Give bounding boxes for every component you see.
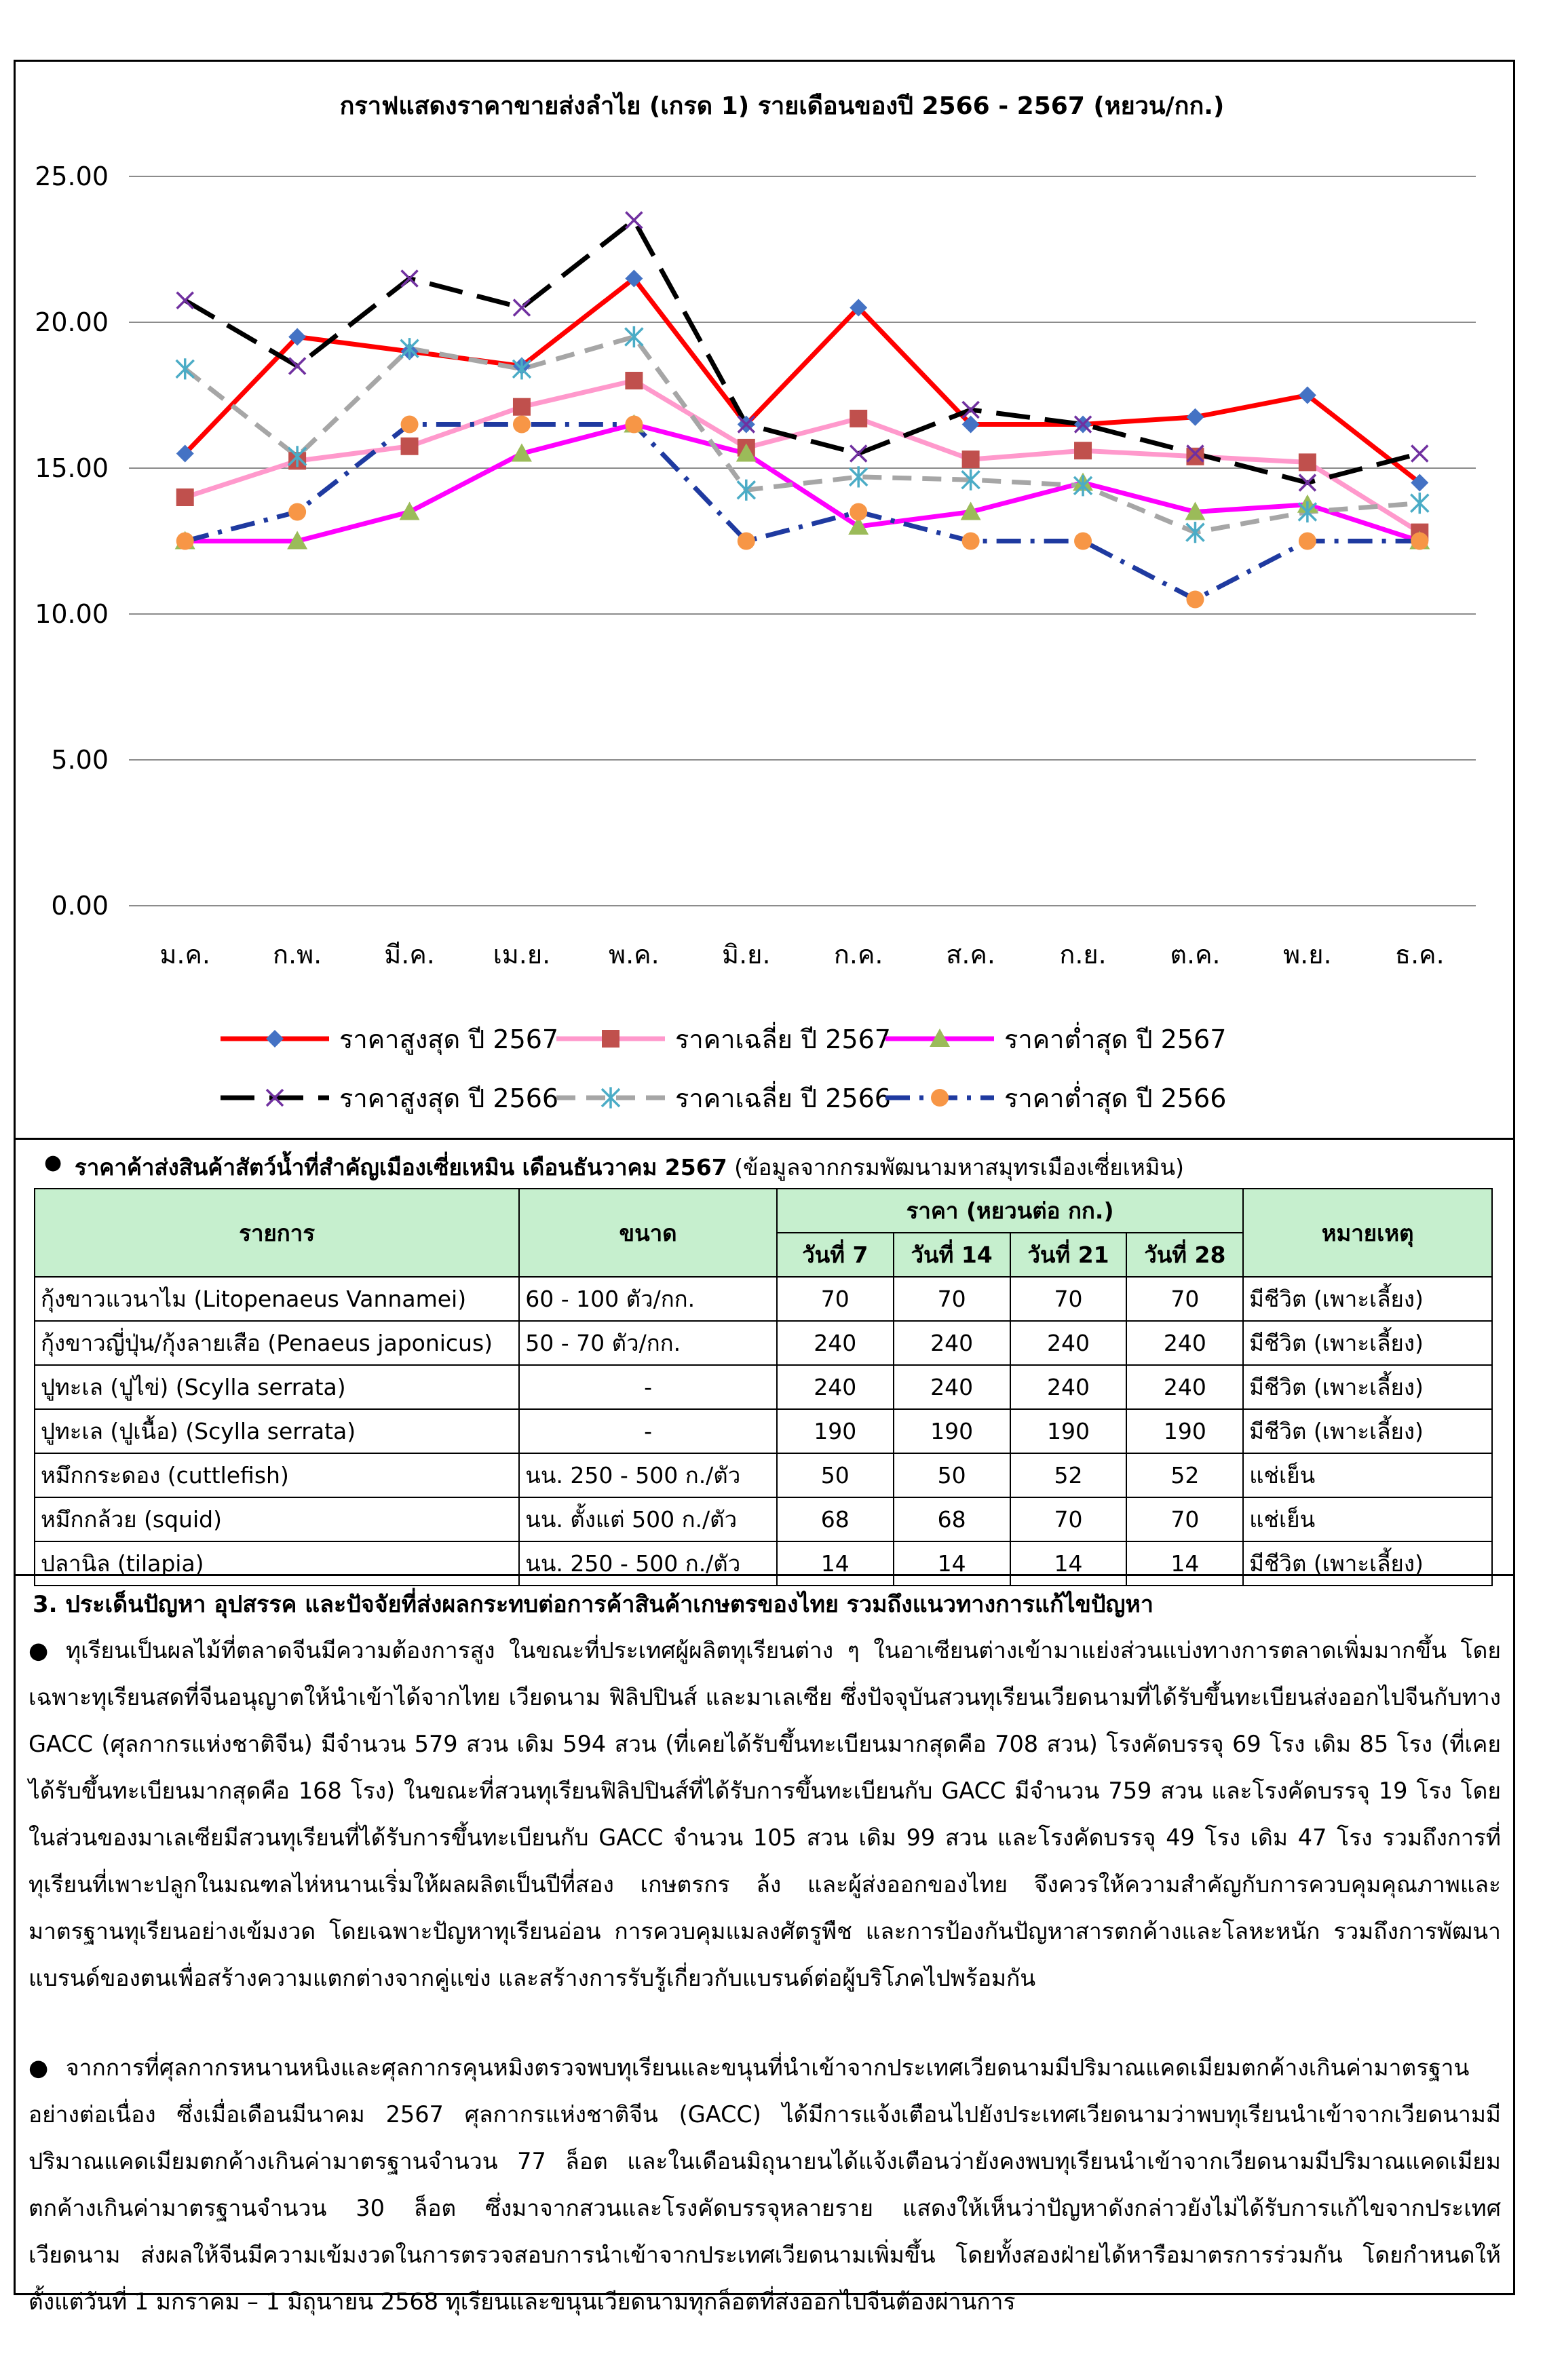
data-point-x: [1411, 446, 1428, 462]
x-tick-label: ก.ค.: [833, 940, 883, 970]
x-tick-label: เม.ย.: [493, 940, 551, 970]
data-point-circle: [1186, 591, 1204, 609]
header-day: วันที่ 7: [777, 1233, 894, 1277]
market-heading-note: (ข้อมูลจากกรมพัฒนามหาสมุทรเมืองเซี่ยเหมิน): [727, 1154, 1184, 1181]
table-row: [35, 1497, 1492, 1541]
cell-size: นน. ตั้งแต่ 500 ก./ตัว: [519, 1497, 777, 1541]
cell-item: ปูทะเล (ปูไข่) (Scylla serrata): [35, 1365, 519, 1409]
data-point-square: [625, 372, 643, 389]
header-size: ขนาด: [519, 1189, 777, 1277]
x-tick-label: มิ.ย.: [722, 940, 771, 970]
cell-size: นน. 250 - 500 ก./ตัว: [519, 1453, 777, 1497]
data-point-star: [176, 358, 194, 379]
y-tick-label: 0.00: [51, 891, 109, 921]
series-line: [185, 220, 1420, 483]
cell-note: มีชีวิต (เพาะเลี้ยง): [1243, 1277, 1492, 1321]
cell-price: 52: [1010, 1453, 1127, 1497]
cell-price: 190: [1126, 1409, 1243, 1453]
bullet-icon: ●: [28, 2054, 49, 2081]
line-chart: [14, 60, 1515, 1140]
cell-price: 240: [1010, 1321, 1127, 1365]
data-point-circle: [931, 1089, 949, 1107]
data-point-square: [513, 398, 531, 416]
data-point-circle: [1299, 533, 1316, 550]
header-day: วันที่ 14: [894, 1233, 1010, 1277]
cell-price: 14: [777, 1541, 894, 1586]
data-point-x: [177, 292, 193, 309]
data-point-circle: [850, 503, 867, 521]
data-point-square: [1074, 442, 1092, 459]
cell-price: 70: [1126, 1277, 1243, 1321]
data-point-diamond: [1186, 408, 1204, 426]
cell-price: 240: [1126, 1321, 1243, 1365]
cell-price: 240: [894, 1365, 1010, 1409]
data-point-square: [176, 488, 194, 506]
cell-note: มีชีวิต (เพาะเลี้ยง): [1243, 1365, 1492, 1409]
cell-size: 50 - 70 ตัว/กก.: [519, 1321, 777, 1365]
cell-price: 14: [894, 1541, 1010, 1586]
y-tick-label: 20.00: [35, 307, 109, 337]
data-point-star: [1411, 493, 1428, 514]
cell-note: มีชีวิต (เพาะเลี้ยง): [1243, 1409, 1492, 1453]
cell-size: นน. 250 - 500 ก./ตัว: [519, 1541, 777, 1586]
cell-item: หมึกกระดอง (cuttlefish): [35, 1453, 519, 1497]
chart-container: [14, 60, 1515, 1140]
bullet-icon: ●: [44, 1151, 62, 1174]
x-tick-label: มี.ค.: [384, 940, 435, 970]
paragraph-text: จากการที่ศุลกากรหนานหนิงและศุลกากรคุนหมิงตรวจพบทุเรียนและขนุนที่นำเข้าจากประเทศเวียดนามมีปริมาณแคดเมียมตกค้างเกินค่ามาตรฐานอย่างต่อเนื่อง ซึ่งเมื่อเดือนมีนาคม 2567 ศุลกากรแห่งชาติจีน (GACC) ได้มีการแจ้งเตือนไปยังประเทศเวียดนามว่าพบทุเรียนนำเข้าจากเวียดนามมีปริมาณแคดเมียมตกค้างเกินค่ามาตรฐานจำนวน 77 ล็อต และในเดือนมิถุนายนได้แจ้งเตือนว่ายังคงพบทุเรียนนำเข้าจากเวียดนามมีปริมาณแคดเมียมตกค้างเกินค่ามาตรฐานจำนวน 30 ล็อต ซึ่งมาจากสวนและโรงคัดบรรจุหลายราย แสดงให้เห็นว่าปัญหาดังกล่าวยังไม่ได้รับการแก้ไขจากประเทศเวียดนาม ส่งผลให้จีนมีความเข้มงวดในการตรวจสอบการนำเข้าจากประเทศเวียดนามเพิ่มขึ้น โดยทั้งสองฝ่ายได้หารือมาตรการร่วมกัน โดยกำหนดให้ตั้งแต่วันที่ 1 มกราคม – 1 มิถุนายน 2568 ทุเรียนและขนุนเวียดนามทุกล็อตที่ส่งออกไปจีนต้องผ่านการ: [28, 2054, 1501, 2315]
cell-size: -: [519, 1365, 777, 1409]
cell-item: ปลานิล (tilapia): [35, 1541, 519, 1586]
data-point-circle: [401, 416, 419, 434]
header-note: หมายเหตุ: [1243, 1189, 1492, 1277]
cell-price: 70: [1010, 1497, 1127, 1541]
x-tick-label: ส.ค.: [946, 940, 996, 970]
table-row: [35, 1453, 1492, 1497]
data-point-circle: [738, 533, 755, 550]
y-tick-label: 15.00: [35, 453, 109, 483]
cell-item: กุ้งขาวแวนาไม (Litopenaeus Vannamei): [35, 1277, 519, 1321]
issues-paragraph: [28, 1627, 1501, 2001]
header-day: วันที่ 28: [1126, 1233, 1243, 1277]
x-tick-label: ธ.ค.: [1394, 940, 1445, 970]
x-tick-label: พ.ค.: [609, 940, 660, 970]
cell-item: หมึกกล้วย (squid): [35, 1497, 519, 1541]
data-point-square: [850, 410, 867, 427]
y-tick-label: 10.00: [35, 599, 109, 629]
market-heading: [44, 1149, 1184, 1185]
cell-price: 240: [1126, 1365, 1243, 1409]
data-point-circle: [288, 503, 306, 521]
cell-note: แช่เย็น: [1243, 1497, 1492, 1541]
data-point-x: [289, 358, 305, 375]
cell-price: 52: [1126, 1453, 1243, 1497]
data-point-square: [401, 438, 419, 455]
cell-price: 14: [1010, 1541, 1127, 1586]
cell-price: 190: [777, 1409, 894, 1453]
legend-label: ราคาเฉลี่ย ปี 2566: [675, 1083, 891, 1113]
cell-note: มีชีวิต (เพาะเลี้ยง): [1243, 1321, 1492, 1365]
series-line: [185, 425, 1420, 541]
y-tick-label: 25.00: [35, 161, 109, 191]
cell-item: กุ้งขาวญี่ปุ่น/กุ้งลายเสือ (Penaeus japonicus): [35, 1321, 519, 1365]
cell-size: -: [519, 1409, 777, 1453]
paragraph-text: ทุเรียนเป็นผลไม้ที่ตลาดจีนมีความต้องการสูง ในขณะที่ประเทศผู้ผลิตทุเรียนต่าง ๆ ในอาเซียนต่างเข้ามาแย่งส่วนแบ่งทางการตลาดเพิ่มมากขึ้น โดยเฉพาะทุเรียนสดที่จีนอนุญาตให้นำเข้าได้จากไทย เวียดนาม ฟิลิปปินส์ และมาเลเซีย ซึ่งปัจจุบันสวนทุเรียนเวียดนามที่ได้รับขึ้นทะเบียนส่งออกไปจีนกับทาง GACC (ศุลกากรแห่งชาติจีน) มีจำนวน 579 สวน เดิม 594 สวน (ที่เคยได้รับขึ้นทะเบียนมากสุดคือ 708 สวน) โรงคัดบรรจุ 69 โรง เดิม 85 โรง (ที่เคยได้รับขึ้นทะเบียนมากสุดคือ 168 โรง) ในขณะที่สวนทุเรียนฟิลิปปินส์ที่ได้รับการขึ้นทะเบียนกับ GACC มีจำนวน 759 สวน และโรงคัดบรรจุ 19 โรง โดยในส่วนของมาเลเซียมีสวนทุเรียนที่ได้รับการขึ้นทะเบียนกับ GACC จำนวน 105 สวน เดิม 99 สวน และโรงคัดบรรจุ 49 โรง เดิม 47 โรง รวมถึงการที่ทุเรียนที่เพาะปลูกในมณฑลไห่หนานเริ่มให้ผลผลิตเป็นปีที่สอง เกษตรกร ล้ง และผู้ส่งออกของไทย จึงควรให้ความสำคัญกับการควบคุมคุณภาพและมาตรฐานทุเรียนอย่างเข้มงวด โดยเฉพาะปัญหาทุเรียนอ่อน การควบคุมแมลงศัตรูพืช และการป้องกันปัญหาสารตกค้างและโลหะหนัก รวมถึงการพัฒนาแบรนด์ของตนเพื่อสร้างความแตกต่างจากคู่แข่ง และสร้างการรับรู้เกี่ยวกับแบรนด์ต่อผู้บริโภคไปพร้อมกัน: [28, 1637, 1501, 1991]
cell-note: มีชีวิต (เพาะเลี้ยง): [1243, 1541, 1492, 1586]
cell-price: 50: [777, 1453, 894, 1497]
header-price: ราคา (หยวนต่อ กก.): [777, 1189, 1243, 1233]
x-tick-label: ก.พ.: [273, 940, 322, 970]
legend-label: ราคาสูงสุด ปี 2566: [339, 1083, 559, 1113]
price-table: [34, 1188, 1493, 1586]
x-tick-label: ก.ย.: [1059, 940, 1107, 970]
data-point-circle: [962, 533, 980, 550]
cell-price: 190: [894, 1409, 1010, 1453]
cell-price: 240: [777, 1321, 894, 1365]
issues-section: [14, 1574, 1515, 2315]
cell-price: 70: [777, 1277, 894, 1321]
issues-title: 3. ประเด็นปัญหา อุปสรรค และปัจจัยที่ส่งผลกระทบต่อการค้าสินค้าเกษตรของไทย รวมถึงแนวทางการแก้ไขปัญหา: [33, 1591, 1153, 1618]
cell-price: 240: [777, 1365, 894, 1409]
data-point-diamond: [266, 1030, 284, 1048]
bullet-icon: ●: [28, 1637, 49, 1664]
chart-title: กราฟแสดงราคาขายส่งลำไย (เกรด 1) รายเดือนของปี 2566 - 2567 (หยวน/กก.): [339, 92, 1225, 120]
data-point-square: [1299, 453, 1316, 471]
cell-price: 70: [894, 1277, 1010, 1321]
issues-paragraph: [28, 2044, 1501, 2325]
price-table-body: [35, 1277, 1492, 1586]
data-point-circle: [513, 416, 531, 434]
cell-price: 70: [1010, 1277, 1127, 1321]
legend-label: ราคาสูงสุด ปี 2567: [339, 1024, 559, 1054]
data-point-x: [626, 212, 642, 229]
x-tick-label: ต.ค.: [1170, 940, 1221, 970]
cell-price: 240: [894, 1321, 1010, 1365]
cell-price: 70: [1126, 1497, 1243, 1541]
table-row: [35, 1409, 1492, 1453]
data-point-circle: [625, 416, 643, 434]
data-point-circle: [176, 533, 194, 550]
cell-item: ปูทะเล (ปูเนื้อ) (Scylla serrata): [35, 1409, 519, 1453]
cell-price: 50: [894, 1453, 1010, 1497]
data-point-circle: [1411, 533, 1428, 550]
cell-price: 240: [1010, 1365, 1127, 1409]
cell-price: 14: [1126, 1541, 1243, 1586]
market-heading-title: ราคาค้าส่งสินค้าสัตว์น้ำที่สำคัญเมืองเซี่ยเหมิน เดือนธันวาคม 2567: [75, 1154, 727, 1181]
data-point-square: [602, 1030, 619, 1048]
x-tick-label: พ.ย.: [1283, 940, 1332, 970]
cell-price: 190: [1010, 1409, 1127, 1453]
header-item: รายการ: [35, 1189, 519, 1277]
cell-note: แช่เย็น: [1243, 1453, 1492, 1497]
table-row: [35, 1321, 1492, 1365]
header-day: วันที่ 21: [1010, 1233, 1127, 1277]
y-tick-label: 5.00: [51, 745, 109, 775]
cell-size: 60 - 100 ตัว/กก.: [519, 1277, 777, 1321]
data-point-triangle: [400, 502, 420, 520]
data-point-x: [514, 300, 530, 316]
data-point-square: [1186, 448, 1204, 465]
data-point-circle: [1074, 533, 1092, 550]
legend-label: ราคาต่ำสุด ปี 2567: [1004, 1024, 1227, 1054]
table-row: [35, 1277, 1492, 1321]
cell-price: 68: [894, 1497, 1010, 1541]
table-row: [35, 1365, 1492, 1409]
data-point-square: [962, 450, 980, 468]
cell-price: 68: [777, 1497, 894, 1541]
legend-label: ราคาต่ำสุด ปี 2566: [1004, 1083, 1227, 1113]
x-tick-label: ม.ค.: [159, 940, 211, 970]
legend-label: ราคาเฉลี่ย ปี 2567: [675, 1024, 891, 1054]
